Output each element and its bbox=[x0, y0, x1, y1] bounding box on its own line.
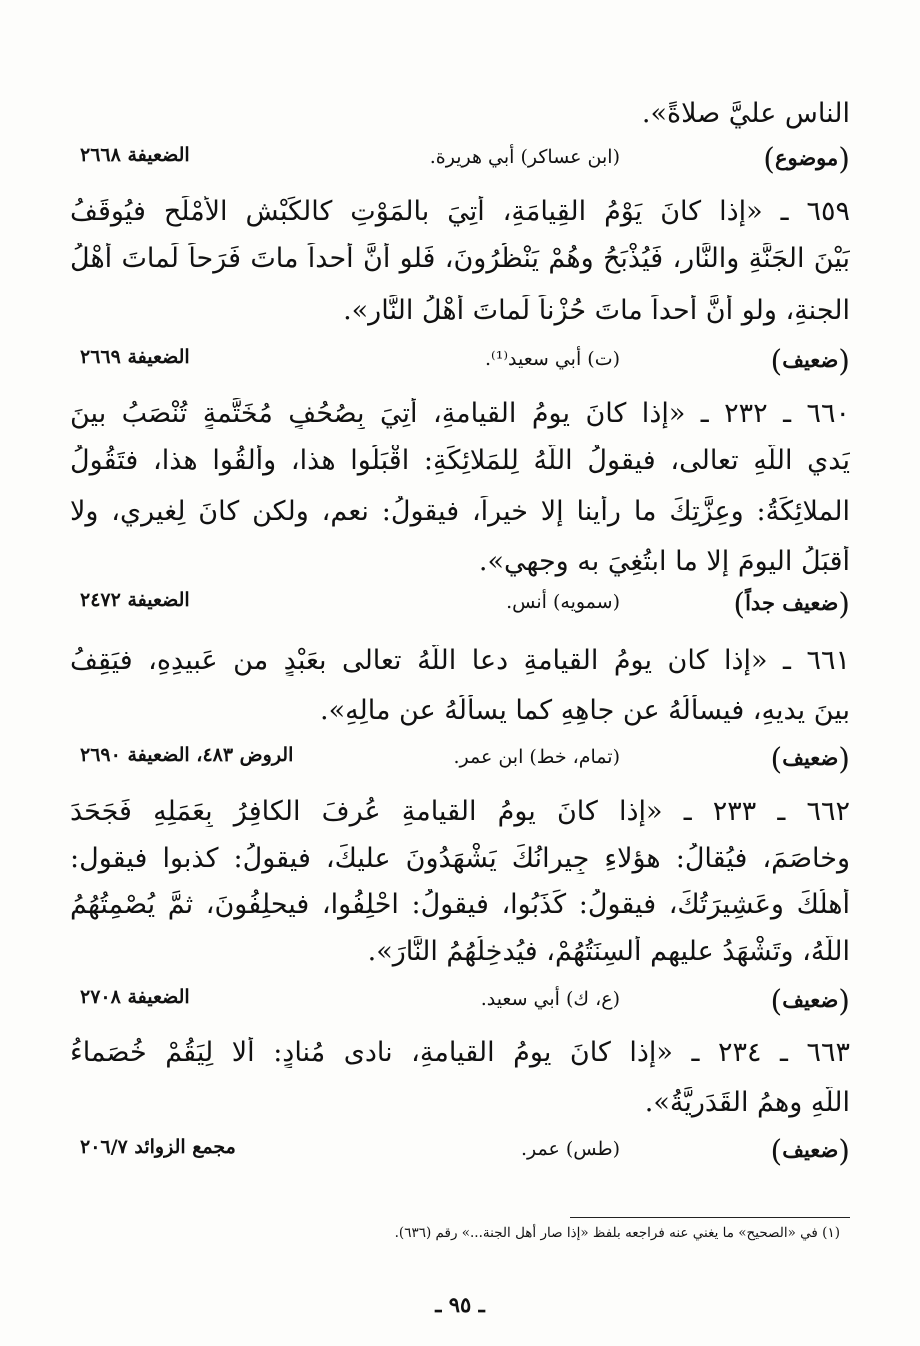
text-line: بَيْنَ الجَنَّةِ والنَّارِ، فَيُذْبَحُ وهُمْ يَنْظُرُونَ، فَلو أنَّ أحداً ماتَ فَرَحاً لَماتَ أهْلُ bbox=[70, 243, 850, 274]
grade-label: (ضعيف) bbox=[770, 1134, 850, 1169]
text-line: ٦٥٩ ـ «إذا كانَ يَوْمُ القِيامَةِ، أُتِيَ بالمَوْتِ كالكَبْشِ الأمْلَحِ فيُوقَفُ bbox=[70, 196, 850, 227]
source-label: (تمام، خط) ابن عمر. bbox=[453, 746, 620, 768]
grade-label: (ضعيف جداً) bbox=[733, 587, 850, 622]
source-label: (طس) عمر. bbox=[520, 1138, 620, 1160]
reference-label: الضعيفة ٢٦٦٩ bbox=[80, 346, 190, 368]
text-line: أهلُكَ وعَشِيرَتُكَ، فيقولُ: كَذَبُوا، فيقولُ: احْلِفُوا، فيحلِفُونَ، ثمَّ يُصْمِتُهُمُ bbox=[70, 889, 850, 920]
source-label: (ع، ك) أبي سعيد. bbox=[480, 988, 620, 1010]
hadith-meta bbox=[70, 740, 850, 780]
hadith-meta bbox=[70, 140, 850, 180]
text-line: وخاصَمَ، فيُقالُ: هؤلاءِ جِيرانُكَ يَشْهَدُونَ عليكَ، فيقولُ: كذبوا فيقول: bbox=[70, 843, 850, 874]
text-line: ٦٦٠ ـ ٢٣٢ ـ «إذا كانَ يومُ القيامةِ، أُتِيَ بِصُحُفٍ مُخَتَّمةٍ تُنْصَبُ بينَ bbox=[70, 398, 850, 429]
text-line: ٦٦٣ ـ ٢٣٤ ـ «إذا كانَ يومُ القيامةِ، نادى مُنادٍ: ألا لِيَقُمْ خُصَماءُ bbox=[70, 1037, 850, 1068]
source-label: (سمويه) أنس. bbox=[506, 591, 620, 613]
grade-label: (ضعيف) bbox=[770, 984, 850, 1019]
reference-label: مجمع الزوائد ٢٠٦/٧ bbox=[80, 1136, 236, 1158]
page-number: ـ ٩٥ ـ bbox=[435, 1292, 485, 1317]
footnote: (١) في «الصحيح» ما يغني عنه فراجعه بلفظ «إذا صار أهل الجنة...» رقم (٦٣٦). bbox=[394, 1225, 840, 1241]
text-line: اللَّهِ وهمُ القَدَرِيَّةُ». bbox=[644, 1087, 850, 1118]
text-line: اللَّهُ، وتَشْهَدُ عليهم ألسِنَتُهُمْ، فيُدخِلُهُمُ النَّارَ». bbox=[367, 936, 850, 967]
text-line: بينَ يديهِ، فيسألُهُ عن جاهِهِ كما يسألُهُ عن مالِهِ». bbox=[319, 695, 850, 726]
grade-label: (ضعيف) bbox=[770, 742, 850, 777]
text-line: الملائِكَةُ: وعِزَّتِكَ ما رأينا إلا خيراً، فيقولُ: نعم، ولكن كانَ لِغيري، ولا bbox=[70, 496, 850, 527]
grade-label: (ضعيف) bbox=[770, 344, 850, 379]
grade-label: (موضوع) bbox=[763, 142, 850, 177]
hadith-meta bbox=[70, 585, 850, 625]
reference-label: الروض ٤٨٣، الضعيفة ٢٦٩٠ bbox=[80, 744, 294, 766]
source-label: (ابن عساكر) أبي هريرة. bbox=[429, 146, 620, 168]
text-line: ٦٦١ ـ «إذا كان يومُ القيامةِ دعا اللَّهُ تعالى بعَبْدٍ من عَبيدِهِ، فيَقِفُ bbox=[70, 645, 850, 676]
reference-label: الضعيفة ٢٧٠٨ bbox=[80, 986, 190, 1008]
text-line: الجنةِ، ولو أنَّ أحداً ماتَ حُزْناً لَماتَ أهْلُ النَّارِ». bbox=[343, 295, 850, 326]
text-line: ٦٦٢ ـ ٢٣٣ ـ «إذا كانَ يومُ القيامةِ عُرِفَ الكافِرُ بِعَمَلِهِ فَجَحَدَ bbox=[70, 796, 850, 827]
hadith-meta bbox=[70, 982, 850, 1022]
hadith-meta bbox=[70, 1132, 850, 1172]
reference-label: الضعيفة ٢٦٦٨ bbox=[80, 144, 190, 166]
text-line: يَدي اللَّهِ تعالى، فيقولُ اللَّهُ لِلمَلائِكَةِ: اقْبَلُوا هذا، وألقُوا هذا، فتَقُولُ bbox=[70, 445, 850, 476]
hadith-meta bbox=[70, 342, 850, 382]
reference-label: الضعيفة ٢٤٧٢ bbox=[80, 589, 190, 611]
source-label: (ت) أبي سعيد⁽¹⁾. bbox=[485, 348, 620, 370]
footnote-divider bbox=[570, 1217, 850, 1218]
text-line: الناسِ عليَّ صلاةً». bbox=[641, 98, 850, 129]
text-line: أقبَلُ اليومَ إلا ما ابتُغِيَ به وجهي». bbox=[478, 546, 850, 577]
